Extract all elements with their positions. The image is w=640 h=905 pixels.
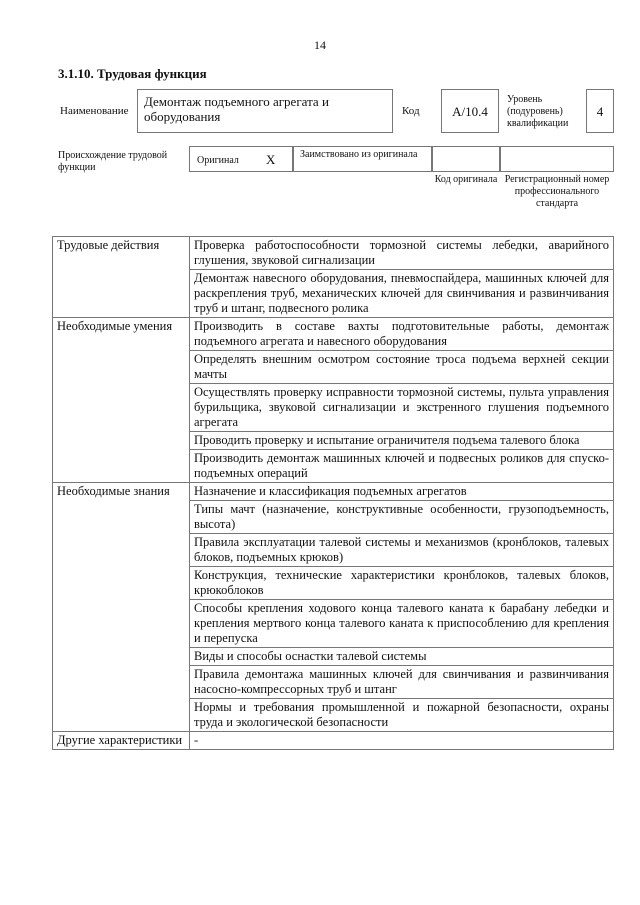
table-cell: Производить демонтаж машинных ключей и подвесных роликов для спуско-подъемных операций — [190, 450, 614, 483]
other-label: Другие характеристики — [53, 732, 190, 750]
original-label: Оригинал — [197, 155, 239, 166]
code-value-box — [441, 89, 499, 133]
table-cell: Производить в составе вахты подготовительные работы, демонтаж подъемного агрегата и навесного оборудования — [190, 318, 614, 351]
table-cell: Назначение и классификация подъемных агрегатов — [190, 483, 614, 501]
name-value-box — [137, 89, 393, 133]
table-cell: Проводить проверку и испытание ограничителя подъема талевого блока — [190, 432, 614, 450]
origin-label: Происхождение трудовой функции — [58, 150, 168, 173]
table-cell: Определять внешним осмотром состояние троса подъема верхней секции мачты — [190, 351, 614, 384]
borrowed-label: Заимствовано из оригинала — [300, 149, 418, 160]
table-row — [53, 237, 614, 270]
table-cell: Осуществлять проверку исправности тормозной системы, пульта управления бурильщика, звуковой сигнализации и экстренного глушения подъемного агрегата — [190, 384, 614, 432]
skills-label: Необходимые умения — [53, 318, 190, 483]
table-cell: Правила демонтажа машинных ключей для свинчивания и развинчивания насосно-компрессорных труб и штанг — [190, 666, 614, 699]
code-original-label: Код оригинала — [434, 174, 498, 185]
code-label: Код — [402, 105, 420, 117]
name-label: Наименование — [60, 105, 129, 117]
table-row — [53, 483, 614, 501]
section-title: 3.1.10. Трудовая функция — [58, 66, 207, 81]
code-original-cell — [432, 146, 500, 172]
table-cell: Проверка работоспособности тормозной системы лебедки, аварийного глушения, звуковой сигнализации — [190, 237, 614, 270]
labor-function-table — [52, 236, 614, 750]
original-mark: X — [266, 152, 276, 167]
table-cell: Виды и способы оснастки талевой системы — [190, 648, 614, 666]
level-value-box — [586, 89, 614, 133]
table-cell: Нормы и требования промышленной и пожарной безопасности, охраны труда и экологической безопасности — [190, 699, 614, 732]
table-row — [53, 318, 614, 351]
table-cell: - — [190, 732, 614, 750]
code-value: А/10.4 — [452, 104, 488, 119]
table-cell: Правила эксплуатации талевой системы и механизмов (кронблоков, талевых блоков, подъемных крюков) — [190, 534, 614, 567]
table-cell: Демонтаж навесного оборудования, пневмоспайдера, машинных ключей для раскрепления труб, механических ключей для свинчивания и развинчивания труб и штанг, подвесного ролика — [190, 270, 614, 318]
page-number: 14 — [314, 38, 326, 52]
table-cell: Конструкция, технические характеристики кронблоков, талевых блоков, крюкоблоков — [190, 567, 614, 600]
knowledge-label: Необходимые знания — [53, 483, 190, 732]
original-cell — [189, 146, 293, 172]
reg-number-label: Регистрационный номер профессионального стандарта — [504, 174, 610, 209]
name-value: Демонтаж подъемного агрегата и оборудования — [144, 94, 329, 124]
labor-actions-label: Трудовые действия — [53, 237, 190, 318]
table-cell: Способы крепления ходового конца талевого каната к барабану лебедки и крепления мертвого конца талевого каната к приспособлению для крепления и перепуска — [190, 600, 614, 648]
level-value: 4 — [596, 104, 604, 119]
reg-number-cell — [500, 146, 614, 172]
level-label: Уровень (подуровень) квалификации — [507, 94, 569, 129]
borrowed-cell — [293, 146, 432, 172]
table-cell: Типы мачт (назначение, конструктивные особенности, грузоподъемность, высота) — [190, 501, 614, 534]
table-row — [53, 732, 614, 750]
